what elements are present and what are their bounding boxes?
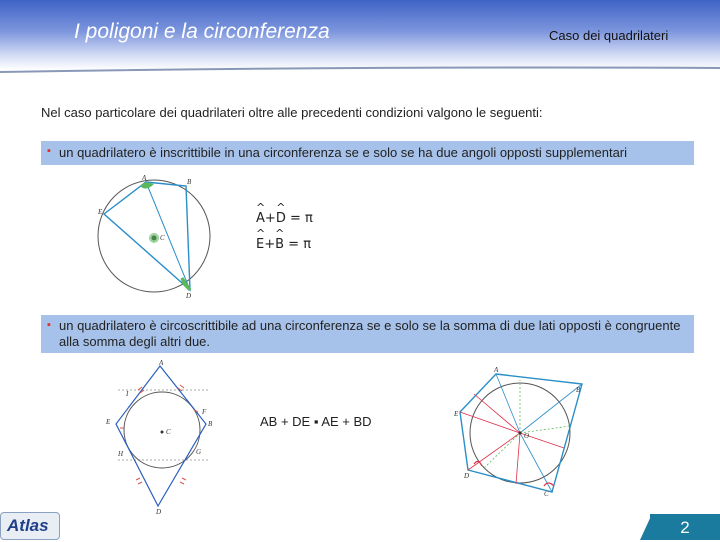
fig1-label-e: E — [98, 208, 103, 216]
inscribed-rule-text: un quadrilatero è inscrittibile in una circonferenza se e solo se ha due angoli opposti supplementari — [59, 145, 628, 160]
fig1-label-b: B — [187, 178, 192, 186]
bullet-icon: ▪ — [47, 319, 51, 331]
inscribed-quadrilateral-figure — [90, 172, 220, 300]
circumscribed-quadrilateral-figure — [104, 360, 224, 515]
page-subtitle: Caso dei quadrilateri — [549, 28, 669, 43]
fig3-label-b: B — [576, 386, 581, 394]
fig2-label-i: I — [126, 390, 129, 398]
fig2-label-e: E — [106, 418, 111, 426]
fig1-label-c: C — [160, 234, 165, 242]
formula-plus: + — [264, 211, 276, 226]
angle-d: ^ D — [276, 211, 286, 226]
fig1-label-a: A — [142, 174, 147, 182]
fig2-label-c: C — [166, 428, 171, 436]
fig3-label-e: E — [454, 410, 459, 418]
fig2-label-h: H — [118, 450, 124, 458]
intro-text: Nel caso particolare dei quadrilateri oltre alle precedenti condizioni valgono le seguenti: — [41, 105, 543, 120]
formula-equals-pi: = π — [285, 211, 313, 226]
formula-angles-ad — [256, 211, 313, 226]
angle-b: ^ B — [275, 237, 284, 252]
formula-equals-pi: = π — [284, 237, 312, 252]
fig2-label-f: F — [202, 408, 207, 416]
angle-a: ^ A — [256, 211, 265, 226]
atlas-logo — [0, 512, 60, 540]
fig2-label-b: B — [208, 420, 213, 428]
circumscribed-rule-band — [41, 315, 694, 353]
fig2-label-a: A — [159, 360, 164, 367]
inscribed-rule-band — [41, 141, 694, 165]
fig3-label-d: D — [464, 472, 470, 480]
formula-plus: + — [264, 237, 276, 252]
angle-e: ^ E — [256, 237, 264, 252]
page-title: I poligoni e la circonferenza — [74, 20, 330, 43]
formula-angles-eb — [256, 237, 311, 252]
formula-sides: AB + DE ▪ AE + BD — [260, 414, 372, 429]
fig3-label-o: O — [524, 432, 530, 440]
atlas-logo-text: Atlas — [7, 516, 49, 535]
fig2-label-d: D — [156, 508, 162, 515]
circumscribed-pentagon-figure — [454, 366, 594, 498]
circumscribed-rule-text: un quadrilatero è circoscrittibile ad una circonferenza se e solo se la somma di due lati opposti è congruente alla somma degli altri due. — [59, 318, 681, 349]
fig3-label-a: A — [494, 366, 499, 374]
fig3-label-c: C — [544, 490, 549, 498]
fig1-label-d: D — [186, 292, 192, 300]
header-divider — [0, 64, 720, 78]
fig2-label-g: G — [196, 448, 202, 456]
bullet-icon: ▪ — [47, 145, 51, 157]
page-number: 2 — [650, 514, 720, 540]
